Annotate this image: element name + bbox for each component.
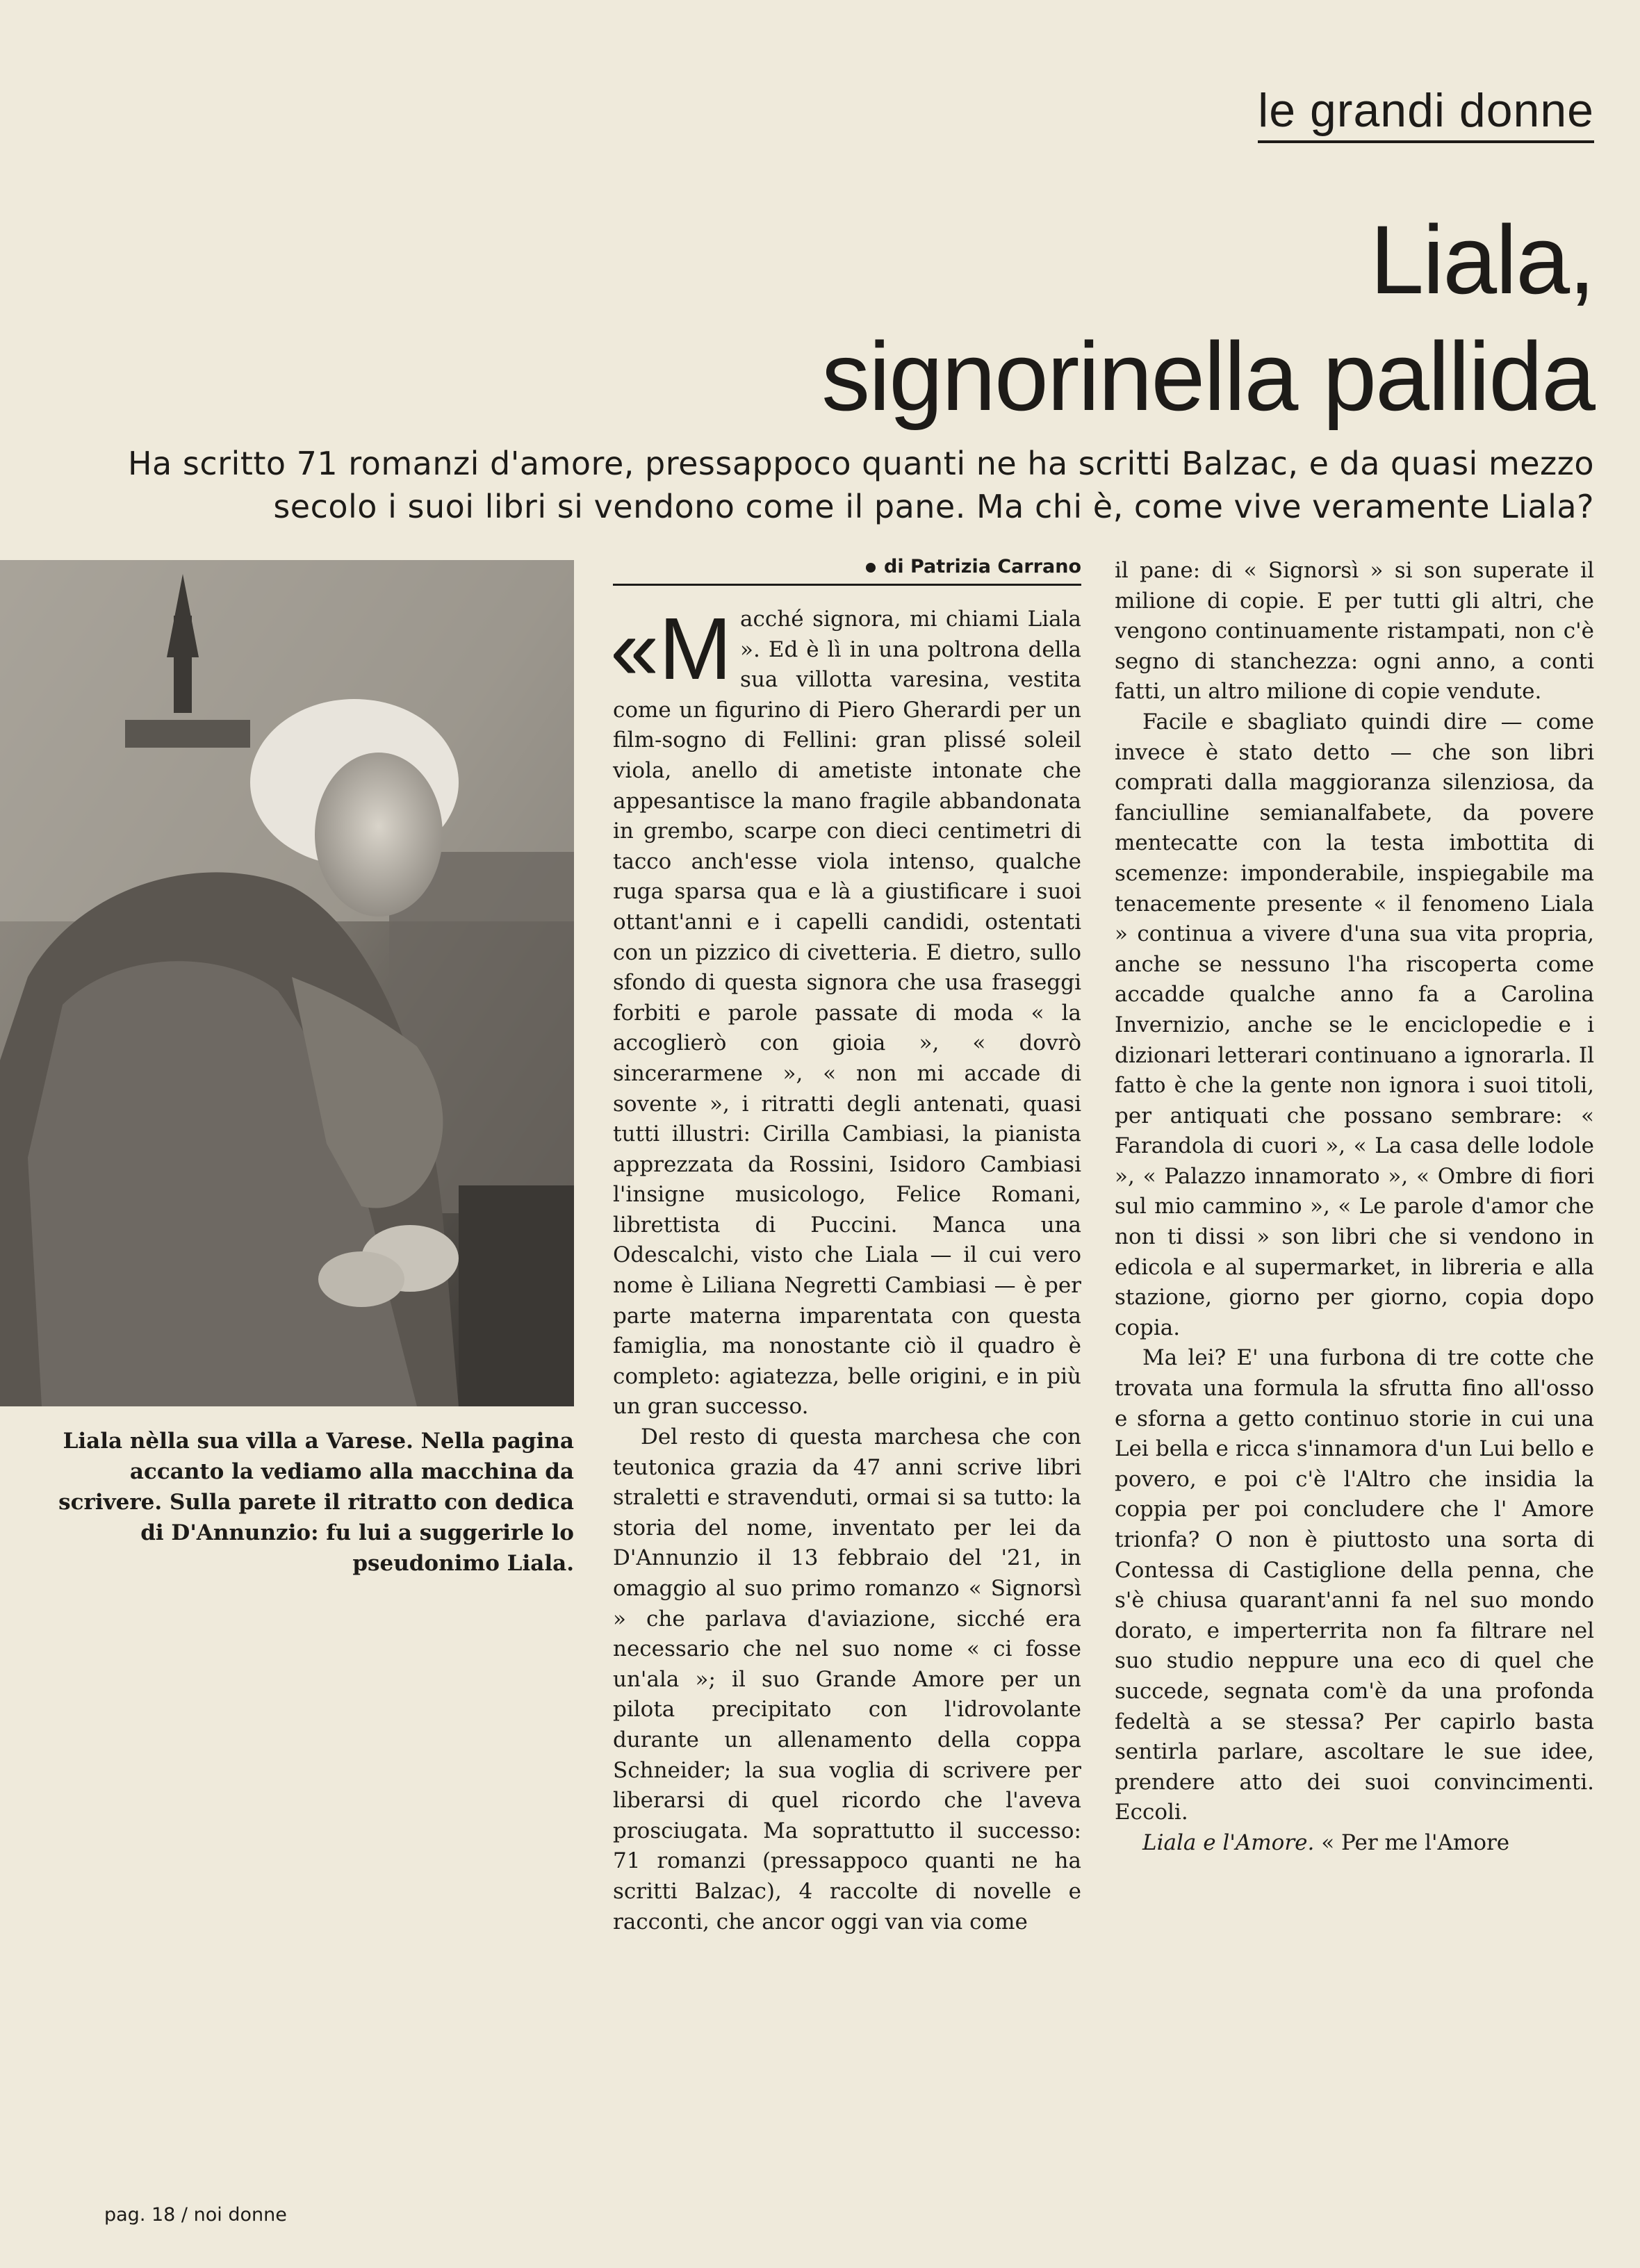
article-paragraph: il pane: di « Signorsì » si son superate il milione di copie. E per tutti gli altri, che vengono continuamente ristampati, non c'è segno di stanchezza: ogni anno, a conti fatti, un altro milione di copie vendute.: [1115, 558, 1594, 705]
bullet-dot-icon: [866, 563, 876, 573]
headline: [821, 202, 1594, 435]
byline-author: di Patrizia Carrano: [884, 556, 1081, 577]
article-paragraph: Ma lei? E' una furbona di tre cotte che trovata una formula la sfrutta fino all'osso e sforna a getto continuo storie in cui una Lei bella e ricca s'innamora d'un Lui bello e povero, e poi c'è l'Altro che insidia la coppia per poi concludere che l' Amore trionfa? O non è piuttosto una sorta di Contessa di Castiglione della penna, che s'è chiusa quarant'anni fa nel suo mondo dorato, e imperterrita non fa filtrare nel suo studio neppure una eco di quel che succede, segnata com'è da una profonda fedeltà a se stessa? Per capirlo basta sentirla parlare, ascoltare le sue idee, prendere atto dei suoi convincimenti. Eccoli.: [1115, 1345, 1594, 1825]
article-paragraph: [1115, 1828, 1594, 1859]
article-paragraph: Del resto di questa marchesa che con teutonica grazia da 47 anni scrive libri straletti e stravenduti, ormai si sa tutto: la storia del nome, inventato per lei da D'Annunzio il 13 febbraio del '21, in omaggio al suo primo romanzo « Signorsì » che parlava d'aviazione, sicché era necessario che nel suo nome « ci fosse un'ala »; il suo Grande Amore per un pilota precipitato con l'idrovolante durante un allenamento della coppa Schneider; la sua voglia di scrivere per liberarsi di quel ricordo che l'aveva prosciugata. Ma soprattutto il successo: 71 romanzi (pressappoco quanti ne ha scritti Balzac), 4 raccolte di novelle e racconti, che ancor oggi van via come: [613, 1424, 1081, 1934]
article-paragraph: Facile e sbagliato quindi dire — come invece è stato detto — che son libri comprati dalla maggioranza silenziosa, da fanciulline semianalfabete, da povere mentecatte con la testa imbottita di scemenze: imponderabile, inspiegabile ma tenacemente presente « il fenomeno Liala » continua a vivere d'una sua vita propria, anche se nessuno l'ha riscoperta come accadde qualche anno fa a Carolina Invernizio, anche se le enciclopedie e i dizionari letterari continuano a ignorarla. Il fatto è che la gente non ignora i suoi titoli, per antiquati che possano sembrare: « Farandola di cuori », « La casa delle lodole », « Palazzo innamorato », « Ombre di fiori sul mio cammino », « Le parole d'amor che non ti dissi » son libri che si vendono in edicola e al supermarket, in libreria e alla stazione, giorno per giorno, copia dopo copia.: [1115, 709, 1594, 1340]
subheading-inline: Liala e l'Amore.: [1142, 1830, 1315, 1855]
paragraph-text: acché signora, mi chiami Liala ». Ed è lì in una poltrona della sua villotta varesina, vestita come un figurino di Piero Gherardi per un film-sogno di Fellini: gran plissé soleil viola, anello di ametiste intonate che appesantisce la mano fragile abbandonata in grembo, scarpe con dieci centimetri di tacco anch'esse viola intenso, qualche ruga sparsa qua e là a giustificare i suoi ottant'anni e i capelli candidi, ostentati con un pizzico di civetteria. E dietro, sullo sfondo di questa signora che usa fraseggi forbiti e parole passate di moda « la accoglierò con gioia », « dovrò sincerarmene », « non mi accade di sovente », i ritratti degli antenati, quasi tutti illustri: Cirilla Cambiasi, la pianista apprezzata da Rossini, Isidoro Cambiasi l'insigne musicologo, Felice Romani, librettista di Puccini. Manca una Odescalchi, visto che Liala — il cui vero nome è Liliana Negretti Cambiasi — è per parte materna imparentata con questa famiglia, ma nonostante ciò il quadro è completo: agiatezza, belle origini, e in più un gran successo.: [613, 607, 1081, 1420]
byline: [613, 553, 1081, 586]
portrait-photo: [0, 560, 574, 1406]
article-paragraph: [610, 600, 1081, 1422]
portrait-photo-image: [0, 560, 574, 1406]
photo-caption: Liala nèlla sua villa a Varese. Nella pagina accanto la vediamo alla macchina da scrivere. Sulla parete il ritratto con dedica di D'Annunzio: fu lui a suggerirle lo pseudonimo Liala.: [58, 1429, 574, 1576]
headline-line-2: signorinella pallida: [821, 322, 1594, 431]
article-column-2: [1115, 556, 1594, 1859]
headline-line-1: Liala,: [1370, 205, 1594, 314]
paragraph-text: « Per me l'Amore: [1314, 1830, 1510, 1855]
drop-cap: «M: [610, 600, 732, 698]
article-column-1: [610, 600, 1081, 1937]
section-label: le grandi donne: [1258, 83, 1594, 143]
page-footer: pag. 18 / noi donne: [104, 2204, 287, 2226]
lede: Ha scritto 71 romanzi d'amore, pressappoco quanti ne ha scritti Balzac, e da quasi mezzo secolo i suoi libri si vendono come il pane. Ma chi è, come vive veramente Liala?: [127, 445, 1594, 525]
